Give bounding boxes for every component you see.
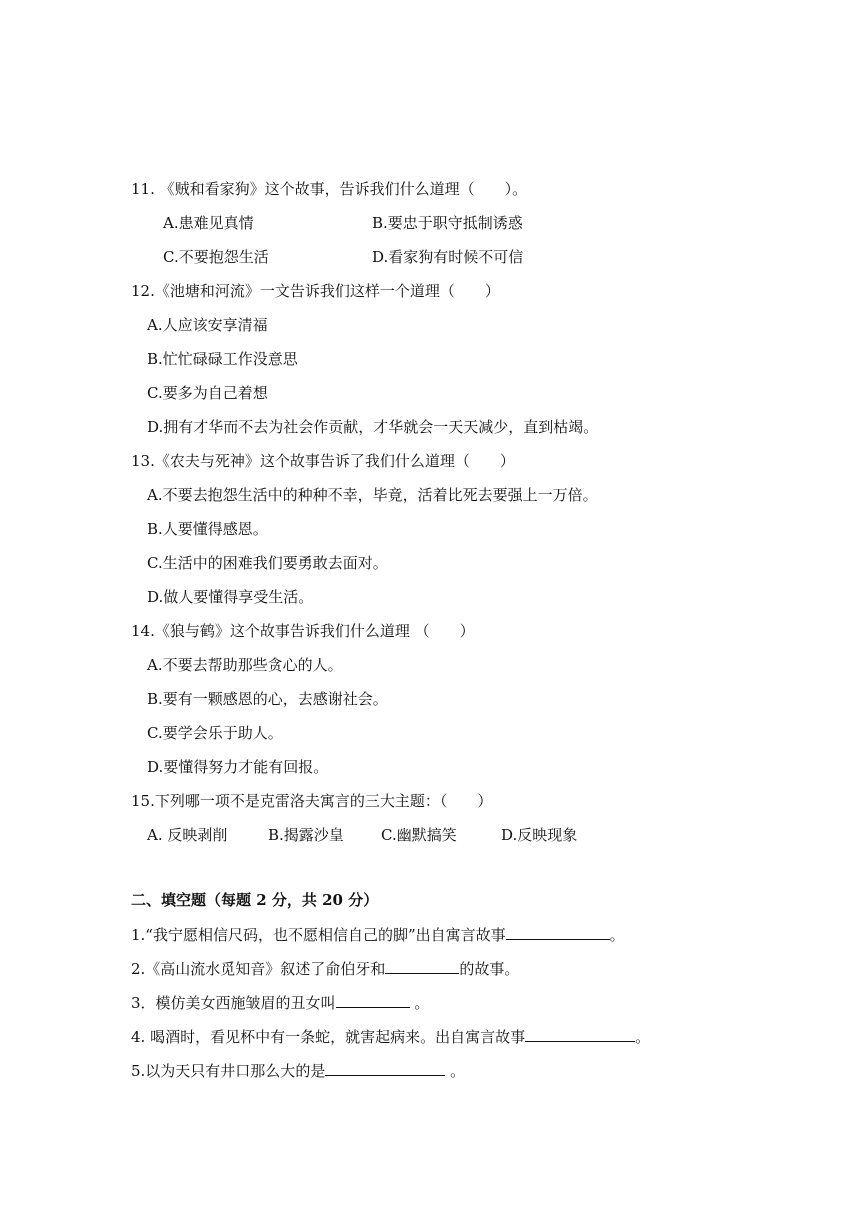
question-13-option-d: D.做人要懂得享受生活。: [147, 588, 314, 606]
fill-item-5: [131, 1060, 465, 1081]
question-14-stem: 14.《狼与鹤》这个故事告诉我们什么道理 （ ）: [131, 622, 475, 640]
question-11-option-b: B.要忠于职守抵制诱惑: [372, 214, 523, 232]
section-fill-heading: 二、填空题（每题 2 分，共 20 分）: [131, 891, 379, 909]
question-11-stem: 11. 《贼和看家狗》这个故事，告诉我们什么道理（ ）。: [131, 180, 528, 198]
fill-item-2: [131, 958, 519, 979]
question-12-option-d: D.拥有才华而不去为社会作贡献，才华就会一天天减少，直到枯竭。: [147, 418, 599, 436]
fill-item-5-text: 5.以为天只有井口那么大的是: [131, 1062, 326, 1080]
question-11-option-a: A.患难见真情: [163, 214, 254, 232]
fill-item-4-text: 4. 喝酒时，看见杯中有一条蛇，就害起病来。出自寓言故事: [131, 1028, 526, 1046]
fill-item-5-blank[interactable]: [325, 1060, 445, 1076]
question-13-stem: 13.《农夫与死神》这个故事告诉了我们什么道理（ ）: [131, 452, 515, 470]
fill-item-1-end: 。: [609, 926, 625, 944]
question-12-option-b: B.忙忙碌碌工作没意思: [147, 350, 298, 368]
fill-item-4: [131, 1026, 650, 1047]
fill-item-1-text: 1.“我宁愿相信尺码，也不愿相信自己的脚”出自寓言故事: [131, 926, 506, 944]
question-12-option-c: C.要多为自己着想: [147, 384, 268, 402]
fill-item-4-end: 。: [635, 1028, 651, 1046]
question-11-option-d: D.看家狗有时候不可信: [372, 248, 524, 266]
fill-item-2-blank[interactable]: [385, 958, 459, 974]
question-15-stem: 15.下列哪一项不是克雷洛夫寓言的三大主题：（ ）: [131, 792, 493, 810]
question-15-option-a: A. 反映剥削: [147, 826, 228, 844]
question-14-option-b: B.要有一颗感恩的心，去感谢社会。: [147, 690, 388, 708]
fill-item-3-end: 。: [409, 994, 430, 1012]
fill-item-2-text: 2.《高山流水觅知音》叙述了俞伯牙和: [131, 960, 386, 978]
question-14-option-d: D.要懂得努力才能有回报。: [147, 758, 329, 776]
fill-item-3: [131, 992, 429, 1013]
fill-item-3-text: 3．模仿美女西施皱眉的丑女叫: [131, 994, 336, 1012]
question-15-option-d: D.反映现象: [501, 826, 578, 844]
fill-item-2-end: 的故事。: [459, 960, 520, 978]
question-14-option-a: A.不要去帮助那些贪心的人。: [147, 656, 343, 674]
question-12-option-a: A.人应该安享清福: [147, 316, 268, 334]
fill-item-4-blank[interactable]: [525, 1026, 635, 1042]
question-13-option-a: A.不要去抱怨生活中的种种不幸，毕竟，活着比死去要强上一万倍。: [147, 486, 598, 504]
question-13-option-c: C.生活中的困难我们要勇敢去面对。: [147, 554, 388, 572]
fill-item-3-blank[interactable]: [336, 992, 410, 1008]
question-15-option-c: C.幽默搞笑: [381, 826, 457, 844]
question-14-option-c: C.要学会乐于助人。: [147, 724, 283, 742]
question-12-stem: 12.《池塘和河流》一文告诉我们这样一个道理（ ）: [131, 282, 500, 300]
fill-item-5-end: 。: [445, 1062, 466, 1080]
question-15-option-b: B.揭露沙皇: [268, 826, 344, 844]
fill-item-1: [131, 924, 625, 945]
question-13-option-b: B.人要懂得感恩。: [147, 520, 268, 538]
question-11-option-c: C.不要抱怨生活: [163, 248, 269, 266]
fill-item-1-blank[interactable]: [506, 924, 610, 940]
